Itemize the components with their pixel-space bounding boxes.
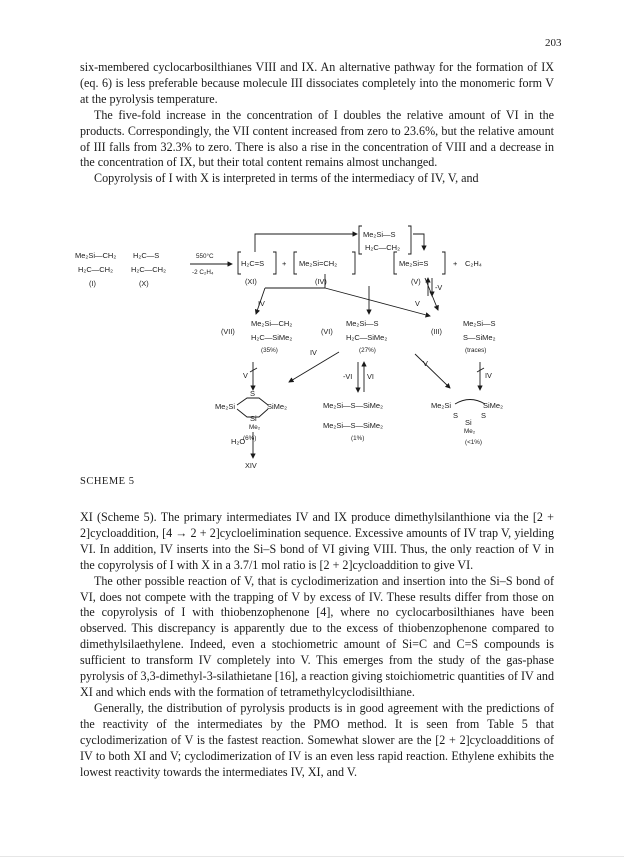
formula-v: Me₂Si=S xyxy=(399,259,429,268)
yield-vii: (35%) xyxy=(261,347,278,354)
label-i: (I) xyxy=(89,279,96,288)
ring-c-right: SiMe₂ xyxy=(483,401,503,410)
arrow-tick xyxy=(250,368,257,372)
bracket xyxy=(294,252,297,274)
formula-vii-line1: Me₂Si—CH₂ xyxy=(251,319,293,328)
plus-sign: + xyxy=(453,259,458,268)
bracket xyxy=(394,252,397,274)
label-x: (X) xyxy=(139,279,149,288)
formula-iii-line2: S—SiMe₂ xyxy=(463,333,496,342)
ring-c-bottom: Si xyxy=(465,418,472,427)
plus-sign: + xyxy=(282,259,287,268)
yield-ring-a: (6%) xyxy=(243,435,257,442)
formula-i-line2: H₂C—CH₂ xyxy=(78,265,113,274)
paragraph: XI (Scheme 5). The primary intermediates IV and IX produce dimethylsilanthione via the [2 + 2]cycloaddition, [4 → 2 + 2]cycloelimination sequence. Excessive amounts of IV trap V, yielding VI. In addition, IV inserts into the Si–S bond of VI giving VIII. Thus, the only reaction of V in the copyrolysis of I with X in a 3.7/1 mol ratio is [2 + 2]cycloaddition to give VI. xyxy=(80,510,554,572)
ring-bond xyxy=(455,400,485,405)
ring-b-line1: Me₂Si—S—SiMe₂ xyxy=(323,401,383,410)
ring-c-bottom-me: Me₂ xyxy=(464,428,476,435)
yield-vi: (27%) xyxy=(359,347,376,354)
label-xi: (XI) xyxy=(245,277,257,286)
ring-a-bottom-me: Me₂ xyxy=(249,424,261,431)
paragraph: The other possible reaction of V, that is cyclodimerization and insertion into the Si–S bond of VI, does not compete with the trapping of V by excess of IV. These results differ from those on the copyrolysis of I with thiobenzophenone [4], where no cyclocarbosilthianes have been observed. This discrepancy is apparently due to the excess of thiobenzophenone compared to dimethylsilaethylene. Indeed, even a stochiometric amount of Si=C and C=S compounds is sufficient to transform IV completely into V. This emerges from the study of the gas-phase pyrolysis of 3,3-dimethyl-3-silathietane [16], a reaction giving stoichiometric quantities of IV and XI and which ends with the formation of tetramethylcyclodisilthiane. xyxy=(80,573,554,699)
product-xiv: XIV xyxy=(245,461,257,470)
formula-iv: Me₂Si=CH₂ xyxy=(299,259,338,268)
arrow-label-minus-v: -V xyxy=(435,283,443,292)
arrow-label-vi: VI xyxy=(367,372,374,381)
yield-ring-c: (<1%) xyxy=(465,439,482,446)
paragraph: Generally, the distribution of pyrolysis products is in good agreement with the predictions of the reactivity of the intermediates by the PMO method. It is seen from Table 5 that cyclodimerization of V is the fastest reaction. Somewhat slower are the [2 + 2]cycloadditions of IV to both XI and V; cyclodimerization of IV is an even less rapid reaction. Ethylene exhibits the lowest reactivity towards the intermediates IV, XI, and V. xyxy=(80,700,554,779)
arrow-tick xyxy=(477,368,484,372)
ring-a-s: S xyxy=(250,389,256,398)
ring-c-s-right: S xyxy=(481,411,487,420)
arrow-label-v: V xyxy=(423,359,428,368)
paragraph: Copyrolysis of I with X is interpreted in terms of the intermediacy of IV, V, and xyxy=(94,171,479,186)
arrow-label-v: V xyxy=(415,299,420,308)
page-number: 203 xyxy=(545,37,562,49)
arrow-label-iv: IV xyxy=(485,371,492,380)
ring-a-bottom: Si xyxy=(250,414,257,423)
yield-iii: (traces) xyxy=(465,347,487,354)
formula-vi-line2: H₂C—SiMe₂ xyxy=(346,333,388,342)
body-text-bottom xyxy=(80,510,554,780)
ring-c-s-left: S xyxy=(453,411,459,420)
formula-iii-line1: Me₂Si—S xyxy=(463,319,496,328)
arrow-label-iv: IV xyxy=(310,348,317,357)
reaction-scheme xyxy=(75,222,555,470)
paragraph: The five-fold increase in the concentration of I doubles the relative amount of VI in the products. Correspondingly, the VII content increased from zero to 23.6%, but the relative amount of III falls from 32.3% to zero. There is also a rise in the concentration of VIII and a decrease in the concentration of IX, but their total content remains almost unchanged. xyxy=(80,107,554,170)
bracket xyxy=(359,226,362,254)
formula-ethylene: C₂H₄ xyxy=(465,259,482,268)
body-text-top xyxy=(80,60,554,187)
condition-temperature: 550°C xyxy=(196,253,214,260)
ring-a-right: SiMe₂ xyxy=(267,402,287,411)
label-vii: (VII) xyxy=(221,327,235,336)
reaction-arrow xyxy=(255,234,357,252)
reaction-arrow xyxy=(415,354,450,388)
page-edge-divider xyxy=(0,856,624,857)
ring-bond xyxy=(237,398,268,405)
bracket xyxy=(352,252,355,274)
formula-vi-line1: Me₂Si—S xyxy=(346,319,379,328)
ring-a-left: Me₂Si xyxy=(215,402,235,411)
yield-ring-b: (1%) xyxy=(351,435,365,442)
formula-vii-line2: H₂C—SiMe₂ xyxy=(251,333,293,342)
formula-x-line1: H₂C—S xyxy=(133,251,160,260)
label-vi: (VI) xyxy=(321,327,333,336)
arrow-label-v: V xyxy=(243,371,248,380)
label-v: (V) xyxy=(411,277,421,286)
formula-x-line2: H₂C—CH₂ xyxy=(131,265,166,274)
bracket xyxy=(442,252,445,274)
reagent-water: H₂O xyxy=(231,437,246,446)
formula-ring-top-line1: Me₂Si—S xyxy=(363,230,396,239)
formula-i-line1: Me₂Si—CH₂ xyxy=(75,251,117,260)
bracket xyxy=(408,226,411,254)
arrow-label-iv: IV xyxy=(258,299,265,308)
formula-xi: H₂C=S xyxy=(241,259,265,268)
label-iv: (IV) xyxy=(315,277,327,286)
scheme-caption: SCHEME 5 xyxy=(80,476,135,487)
ring-b-line2: Me₂Si—S—SiMe₂ xyxy=(323,421,383,430)
arrow-label-minus-vi: -VI xyxy=(343,372,353,381)
formula-ring-top-line2: H₂C—CH₂ xyxy=(365,243,400,252)
label-iii: (III) xyxy=(431,327,442,336)
condition-elimination: -2 C₂H₄ xyxy=(192,269,214,276)
paragraph: six-membered cyclocarbosilthianes VIII and IX. An alternative pathway for the formation of IX (eq. 6) is less preferable because molecule III dissociates completely into the monomeric form V at the pyrolysis temperature. xyxy=(80,60,554,106)
bracket xyxy=(273,252,276,274)
ring-c-left: Me₂Si xyxy=(431,401,451,410)
reaction-arrow xyxy=(413,234,424,250)
